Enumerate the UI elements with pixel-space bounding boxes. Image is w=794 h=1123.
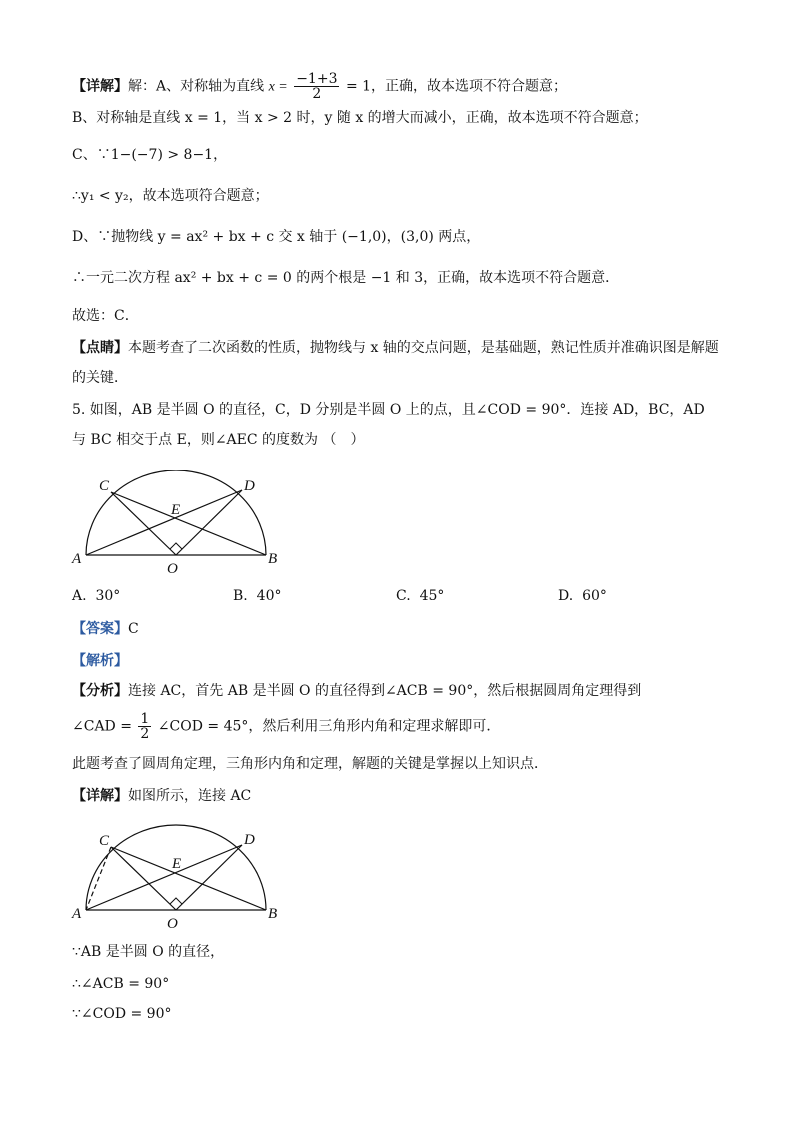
fenxi-tag: 【分析】 <box>72 683 128 699</box>
fenxi-line-3: 此题考查了圆周角定理，三角形内角和定理，解题的关键是掌握以上知识点． <box>72 756 548 772</box>
segment-co-2 <box>111 847 176 910</box>
detail-tail: = 1，正确，故本选项不符合题意； <box>345 78 568 95</box>
half-den: 2 <box>140 726 150 742</box>
label-a: A <box>72 551 82 567</box>
fenxi-text-1: 连接 AC，首先 AB 是半圆 O 的直径得到∠ACB = 90°，然后根据圆周角定理得到 <box>128 683 642 699</box>
label-b-2: B <box>268 906 278 922</box>
label-b: B <box>268 551 278 567</box>
right-angle-mark <box>170 543 182 549</box>
fenxi-line-2 <box>72 712 500 741</box>
detail-line-2 <box>72 786 251 806</box>
detail-text-2: 如图所示，连接 AC <box>128 788 252 804</box>
fenxi-2a: ∠CAD = <box>72 718 132 735</box>
option-d-label: D. <box>558 588 574 604</box>
fraction-num: −1+3 <box>296 71 338 87</box>
fraction <box>294 72 339 101</box>
option-a[interactable] <box>72 588 120 604</box>
segment-ad <box>86 490 242 555</box>
detail-line-1 <box>72 72 567 101</box>
option-b[interactable] <box>233 588 281 604</box>
label-d-2: D <box>244 832 255 848</box>
analysis-line <box>72 651 128 671</box>
fenxi-2b: ∠COD = 45°，然后利用三角形内角和定理求解即可． <box>157 718 501 735</box>
option-b-value: 40° <box>256 588 282 604</box>
eq-x: x = <box>268 79 288 95</box>
detail-tag-2: 【详解】 <box>72 788 128 804</box>
semicircle-figure-2 <box>66 822 286 932</box>
comment-line <box>72 338 719 358</box>
option-d-value: 60° <box>582 588 607 604</box>
option-a-label: A. <box>72 588 87 604</box>
label-a-2: A <box>72 906 82 922</box>
detail-text-a: 解：A、对称轴为直线 <box>128 78 265 95</box>
right-angle-mark-2 <box>170 898 182 904</box>
label-c-2: C <box>99 833 110 849</box>
question-5-line-2: 与 BC 相交于点 E，则∠AEC 的度数为 （ ） <box>72 432 365 448</box>
answer-value: C <box>128 621 139 637</box>
line-c: C、∵1−(−7) > 8−1， <box>72 147 228 163</box>
proof-line-2: ∴∠ACB = 90° <box>72 976 170 992</box>
line-d: D、∵抛物线 y = ax² + bx + c 交 x 轴于 (−1,0)，(3,0) 两点， <box>72 229 481 245</box>
comment-text: 本题考查了二次函数的性质，抛物线与 x 轴的交点问题，是基础题，熟记性质并准确识图是解题 <box>128 340 719 356</box>
option-d[interactable] <box>558 588 607 604</box>
line-b: B、对称轴是直线 x = 1，当 x > 2 时，y 随 x 的增大而减小，正确，故本选项不符合题意； <box>72 110 648 126</box>
fraction-den: 2 <box>312 86 322 102</box>
option-c[interactable] <box>396 588 444 604</box>
answer-line <box>72 619 139 639</box>
segment-ad-2 <box>86 845 242 910</box>
choice-line: 故选：C． <box>72 308 139 324</box>
comment-line-2: 的关键． <box>72 370 128 386</box>
proof-line-1: ∵AB 是半圆 O 的直径， <box>72 944 225 960</box>
label-e-2: E <box>172 856 182 872</box>
detail-tag: 【详解】 <box>72 78 128 95</box>
line-c-result: ∴y₁ < y₂，故本选项符合题意； <box>72 188 269 204</box>
label-d: D <box>244 478 255 494</box>
segment-cb-2 <box>111 847 266 910</box>
proof-line-3: ∵∠COD = 90° <box>72 1006 172 1022</box>
option-c-label: C. <box>396 588 411 604</box>
half-num: 1 <box>140 711 150 727</box>
segment-cb <box>111 492 266 555</box>
segment-co <box>111 492 176 555</box>
label-o-2: O <box>167 916 178 932</box>
comment-tag: 【点睛】 <box>72 340 128 356</box>
label-c: C <box>99 478 110 494</box>
label-o: O <box>167 561 178 577</box>
question-5-line-1: 5. 如图，AB 是半圆 O 的直径，C，D 分别是半圆 O 上的点，且∠COD = 90°．连接 AD，BC，AD <box>72 402 705 418</box>
option-a-value: 30° <box>95 588 121 604</box>
fenxi-line-1 <box>72 681 641 701</box>
option-b-label: B. <box>233 588 248 604</box>
semicircle-figure <box>66 470 286 580</box>
half-fraction <box>138 712 151 741</box>
line-d-result: ∴一元二次方程 ax² + bx + c = 0 的两个根是 −1 和 3，正确，故本选项不符合题意． <box>72 270 620 286</box>
label-e: E <box>171 502 181 518</box>
analysis-tag: 【解析】 <box>72 653 128 669</box>
answer-tag: 【答案】 <box>72 621 128 637</box>
option-c-value: 45° <box>419 588 445 604</box>
